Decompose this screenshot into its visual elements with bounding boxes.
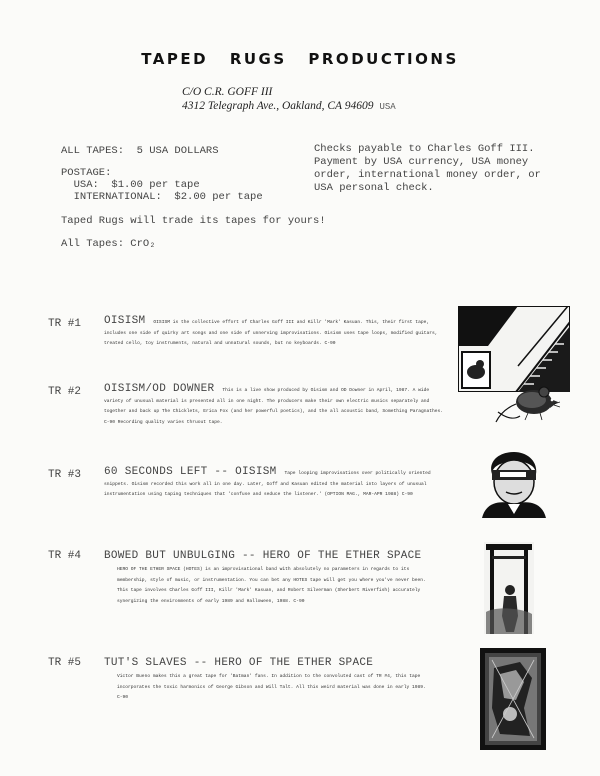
postage-international: INTERNATIONAL: $2.00 per tape — [61, 191, 263, 203]
address-street: 4312 Telegraph Ave., Oakland, CA 94609 — [182, 100, 374, 112]
catalog-title: OISISM/OD DOWNER — [104, 383, 215, 395]
catalog-number: TR #2 — [48, 386, 82, 398]
postage-usa: USA: $1.00 per tape — [61, 179, 200, 191]
address-line-1: C/O C.R. GOFF III — [182, 86, 273, 98]
mouse-drawing-art — [492, 380, 560, 424]
catalog-description: Victor Bueno makes this a great tape for 'Batman' fans. In addition to the convoluted cast of TR #4, this tape incorporates the toxic harmonics of George Gibson and Will Talt. All this weird material was done in early 1989. C-90 — [117, 674, 426, 700]
catalog-number: TR #4 — [48, 550, 82, 562]
catalog-entry — [104, 316, 449, 350]
catalog-number: TR #1 — [48, 318, 82, 330]
catalog-description: OISISM is the collective effort of Charles Goff III and Killr 'Mark' Kasuan. This, their first tape, includes one side of quirky art songs and one side of unnerving improvisations. Oisism uses tape loops, modified guitars, treated cello, toy instruments, natural and unnatural sounds, but no keyboards. C-90 — [104, 320, 438, 346]
catalog-description: HERO OF THE ETHER SPACE (HOTES) is an improvisational band with absolutely no parameters in regards to its membership, style of music, or instrumentation. You can bet any HOTES tape will get you where you've never been. This tape involves Charles Goff III, Killr 'Mark' Kasuan, and Robert Silverman (Sherbert Riverfish) accurately synergizing the environments of early 1989 and Halloween, 1988. C-90 — [117, 567, 426, 604]
all-tapes-price: ALL TAPES: 5 USA DOLLARS — [61, 145, 219, 157]
framed-collage-art — [480, 648, 546, 750]
catalog-title: BOWED BUT UNBULGING -- HERO OF THE ETHER SPACE — [104, 550, 422, 562]
catalog-number: TR #3 — [48, 469, 82, 481]
catalog-description: Tape looping improvisations over politically oriented snippets. Oisism recorded this work all in one day. Later, Goff and Kasuan edited the material into layers of unusual instrumentation using taping techniques that 'confuse and seduce the listener.' (OPTION MAG., MAR-APR 1988) C-90 — [104, 471, 431, 497]
trade-note: Taped Rugs will trade its tapes for yours! — [61, 215, 326, 227]
address-country: USA — [379, 102, 396, 112]
checks-payable-note: Checks payable to Charles Goff III. Payment by USA currency, USA money order, international money order, or USA personal check. — [314, 143, 541, 194]
postage-label: POSTAGE: — [61, 167, 112, 179]
catalog-description: This is a live show produced by Oisism and OD Downer in April, 1987. A wide variety of unusual material is presented all in one night. The producers make their own electric musics separately and together and back up The Chicklets, Erica Fox (and her powerful poetics), and the all acoustic band, Something Paragnathes. C-90 Recording quality varies thruout tape. — [104, 388, 444, 425]
address-line-2 — [182, 100, 396, 112]
blindfolded-face-art — [478, 452, 550, 518]
tape-format-note: All Tapes: CrO₂ — [61, 238, 156, 250]
catalog-entry — [104, 467, 449, 501]
catalog-entry — [104, 384, 449, 428]
catalog-title: OISISM — [104, 315, 146, 327]
catalog-title: TUT'S SLAVES -- HERO OF THE ETHER SPACE — [104, 657, 374, 669]
page-title: TAPED RUGS PRODUCTIONS — [141, 50, 459, 68]
figure-under-arch-art — [484, 542, 534, 634]
catalog-title: 60 SECONDS LEFT -- OISISM — [104, 466, 277, 478]
catalog-number: TR #5 — [48, 657, 82, 669]
